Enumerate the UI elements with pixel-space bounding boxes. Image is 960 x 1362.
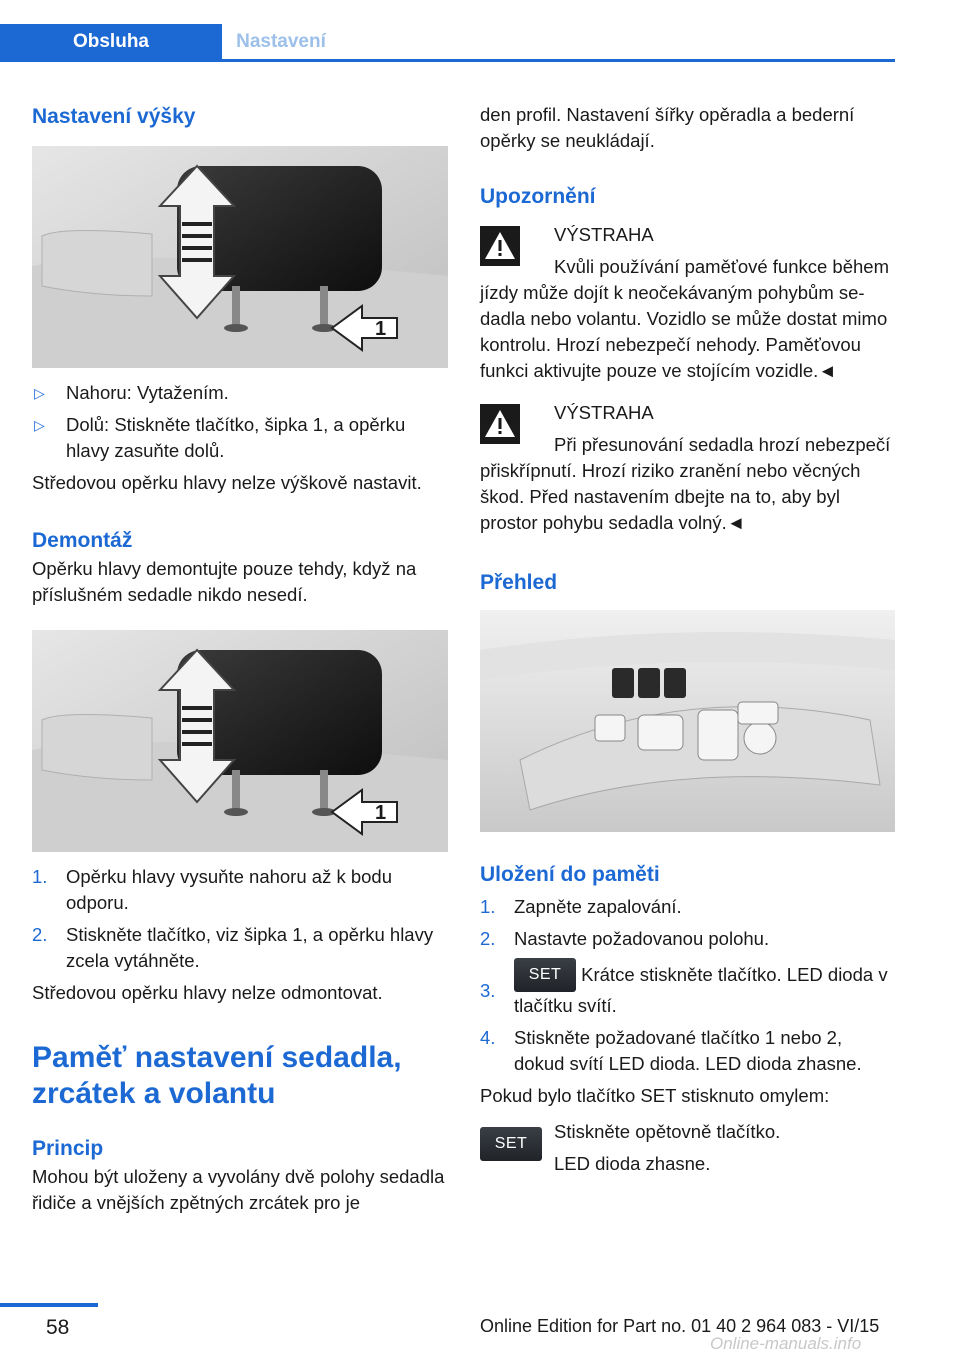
list-item: ▷ Dolů: Stiskněte tlačítko, šipka 1, a opěrku hlavy zasuňte dolů. (34, 414, 406, 461)
page-number: 58 (46, 1316, 70, 1339)
height-note: Středovou opěrku hlavy nelze výškově nastavit. (32, 472, 422, 493)
principle-text: Mohou být uloženy a vyvolány dvě polohy sedadla řidiče a vnějších zpětných zrcátek pro je (32, 1166, 445, 1213)
arrow-label: 1 (375, 802, 387, 824)
mistake-action: Stiskněte opětovně tlačítko. (554, 1121, 781, 1143)
save-steps (480, 894, 895, 1077)
mistake-text: Pokud bylo tlačítko SET stisknuto omylem: (480, 1085, 830, 1107)
removal-steps (32, 864, 448, 974)
seat-controls-illustration (480, 610, 895, 832)
list-item: 4. Stiskněte požadované tlačítko 1 nebo 2, dokud svítí LED dioda. LED dioda zhasne. (480, 1027, 862, 1075)
warning-triangle-icon (480, 226, 520, 266)
warning-head: VÝSTRAHA (554, 224, 654, 245)
seat-controls-figure (480, 610, 895, 832)
set-button-icon: SET (480, 1127, 542, 1161)
footer-line (0, 1303, 98, 1307)
continued-text: den profil. Nastavení šířky opěradla a bederní opěrky se neukládají. (480, 104, 855, 151)
footer-edition: Online Edition for Part no. 01 40 2 964 083 - VI/15 (480, 1316, 880, 1336)
principle-title: Princip (32, 1137, 104, 1160)
headrest-removal-figure (32, 630, 448, 852)
overview-title: Přehled (480, 571, 558, 594)
right-column (480, 96, 895, 1183)
height-bullets (32, 380, 448, 464)
headrest-height-figure (32, 146, 448, 368)
list-item: 2. Nastavte požadovanou polohu. (480, 928, 770, 949)
tab-underline (0, 59, 895, 62)
removal-intro: Opěrku hlavy demontujte pouze tehdy, když na příslušném sedadle nikdo nesedí. (32, 558, 417, 605)
list-item: 3. SET Krátce stiskněte tlačítko. LED dioda v tlačítku svítí. (480, 958, 895, 1019)
list-item: 1. Zapněte zapalování. (480, 896, 682, 917)
left-column (32, 96, 448, 1216)
removal-note: Středovou opěrku hlavy nelze odmontovat. (32, 982, 383, 1003)
footer-watermark: Online-manuals.info (710, 1334, 862, 1353)
list-item: 1. Opěrku hlavy vysuňte nahoru až k bodu odporu. (32, 866, 392, 913)
warning-triangle-icon (480, 404, 520, 444)
warning-body: Při přesunování sedadla hrozí nebezpečí přiskřípnutí. Hrozí riziko zranění nebo věcných škod. Před nastavením dbejte na to, aby byl prostor pohybu sedadla volný.◄ (480, 434, 891, 533)
mistake-block (480, 1119, 895, 1183)
removal-title: Demontáž (32, 529, 133, 552)
save-title: Uložení do paměti (480, 863, 660, 886)
tab-nastaveni[interactable]: Nastavení (236, 31, 326, 52)
set-button-icon: SET (514, 958, 576, 992)
warning-title: Upozornění (480, 185, 596, 208)
height-title: Nastavení výšky (32, 105, 196, 128)
top-tab-bar (0, 0, 895, 62)
list-item: 2. Stiskněte tlačítko, viz šipka 1, a opěrku hlavy zcela vytáhněte. (32, 924, 434, 971)
arrow-label: 1 (375, 318, 387, 340)
warning-head: VÝSTRAHA (554, 402, 654, 423)
tab-obsluha[interactable]: Obsluha (0, 24, 222, 60)
mistake-action: LED dioda zhasne. (554, 1153, 711, 1175)
warning-block (480, 400, 895, 536)
list-item: ▷ Nahoru: Vytažením. (34, 382, 229, 403)
warning-body: Kvůli používání paměťové funkce během jízdy může dojít k neočekávaným pohybům sedadla nebo volantu. Vozidlo se může dostat mimo kontrolu. Hrozí nebezpečí nehody. Paměťovou funkci aktivujte pouze ve stojícím vozidle.◄ (480, 256, 889, 381)
memory-title: Paměť nastavení sedadla, zrcátek a volantu (32, 1041, 402, 1110)
warning-block (480, 222, 895, 384)
